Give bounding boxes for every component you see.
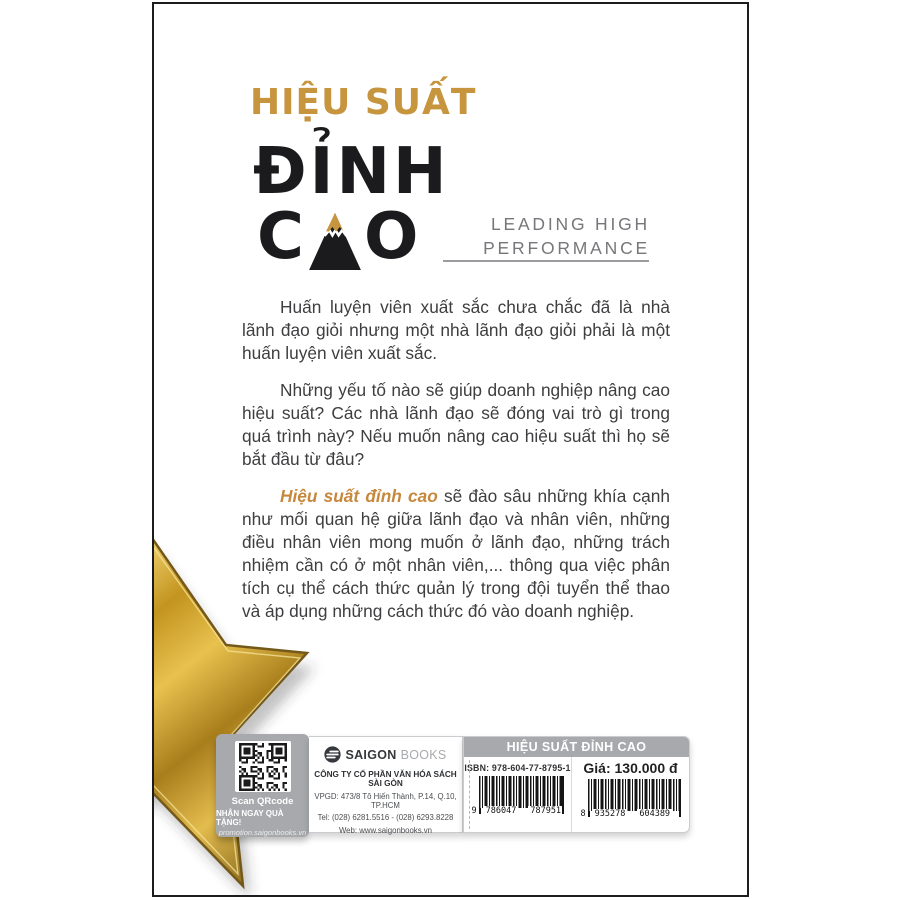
qr-code-frame (235, 741, 291, 792)
qr-code (239, 743, 287, 791)
publisher-logo (309, 746, 462, 763)
isbn-digits-group2: 787951 (530, 806, 562, 816)
title-cao-o: O (363, 200, 421, 274)
qr-promo-text: NHẬN NGAY QUÀ TẶNG! (216, 809, 284, 827)
title-line-dinh: ĐỈNH (253, 135, 450, 209)
price-label-box (463, 736, 690, 833)
title-cao-c: C (257, 200, 306, 274)
price-barcode-bars (588, 779, 681, 811)
brand-books: BOOKS (400, 747, 447, 762)
isbn-barcode-digits (472, 806, 564, 816)
book-title-inline: Hiệu suất đỉnh cao (280, 486, 438, 506)
price-digits-group1: 935278 (594, 809, 626, 819)
publisher-label (309, 736, 463, 833)
qr-caption: Scan QRcode (231, 796, 294, 807)
isbn-number: ISBN: 978-604-77-8795-1 (464, 763, 571, 773)
qr-promo-label (216, 734, 309, 837)
title-line-gold: HIỆU SUẤT (250, 82, 477, 123)
price-digits-group2: 604389 (639, 809, 671, 819)
publisher-website: Web: www.saigonbooks.vn (338, 825, 433, 835)
paragraph-3 (242, 485, 670, 623)
mountain-peak-icon (309, 212, 361, 270)
subtitle-line1: LEADING HIGH (490, 214, 650, 234)
saigonbooks-icon (324, 746, 341, 763)
price-barcode-digits (581, 809, 681, 819)
publisher-address: VPGD: 473/8 Tô Hiến Thành, P.14, Q.10, TP.HCM (314, 791, 457, 810)
subtitle-divider-line (443, 260, 649, 262)
isbn-digit-first: 9 (471, 806, 477, 816)
back-cover-copy (242, 296, 670, 637)
publisher-company-name: CÔNG TY CỔ PHẦN VĂN HÓA SÁCH SÀI GÒN (314, 770, 457, 788)
brand-saigon: SAIGON (345, 747, 397, 762)
paragraph-3-rest: sẽ đào sâu những khía cạnh như mối quan hệ giữa lãnh đạo và nhân viên, những điều nhân viên mong muốn ở lãnh đạo, những trách nhiệm cần có ở một nhân viên,... thông qua việc phân tích cụ thể cách thức quản lý trong đội tuyển thể thao và áp dụng những cách thức đó vào doanh nghiệp. (242, 486, 671, 621)
paragraph-2: Những yếu tố nào sẽ giúp doanh nghiệp nâng cao hiệu suất? Các nhà lãnh đạo sẽ đóng vai trò gì trong quá trình này? Nếu muốn nâng cao hiệu suất thì họ sẽ bắt đầu từ đâu? (242, 380, 670, 469)
isbn-digits-group1: 786047 (485, 806, 517, 816)
price-box-body (464, 757, 689, 832)
price-box-title: HIỆU SUẤT ĐỈNH CAO (464, 737, 689, 757)
isbn-section (464, 757, 572, 832)
price-section (572, 757, 689, 832)
subtitle-english (394, 212, 650, 260)
publisher-phone: Tel: (028) 6281.5516 - (028) 6293.8228 (317, 813, 454, 822)
isbn-barcode (472, 776, 564, 814)
price-digit-first: 8 (580, 809, 586, 819)
book-back-cover (152, 2, 749, 897)
subtitle-line2: PERFORMANCE (483, 238, 650, 258)
isbn-barcode-bars (479, 776, 564, 808)
price-value: Giá: 130.000 đ (583, 760, 678, 776)
qr-promo-url: promotion.saigonbooks.vn (218, 828, 307, 837)
price-barcode (581, 779, 681, 817)
paragraph-1: Huấn luyện viên xuất sắc chưa chắc đã là nhà lãnh đạo giỏi nhưng một nhà lãnh đạo giỏi phải là một huấn luyện viên xuất sắc. (242, 297, 670, 363)
